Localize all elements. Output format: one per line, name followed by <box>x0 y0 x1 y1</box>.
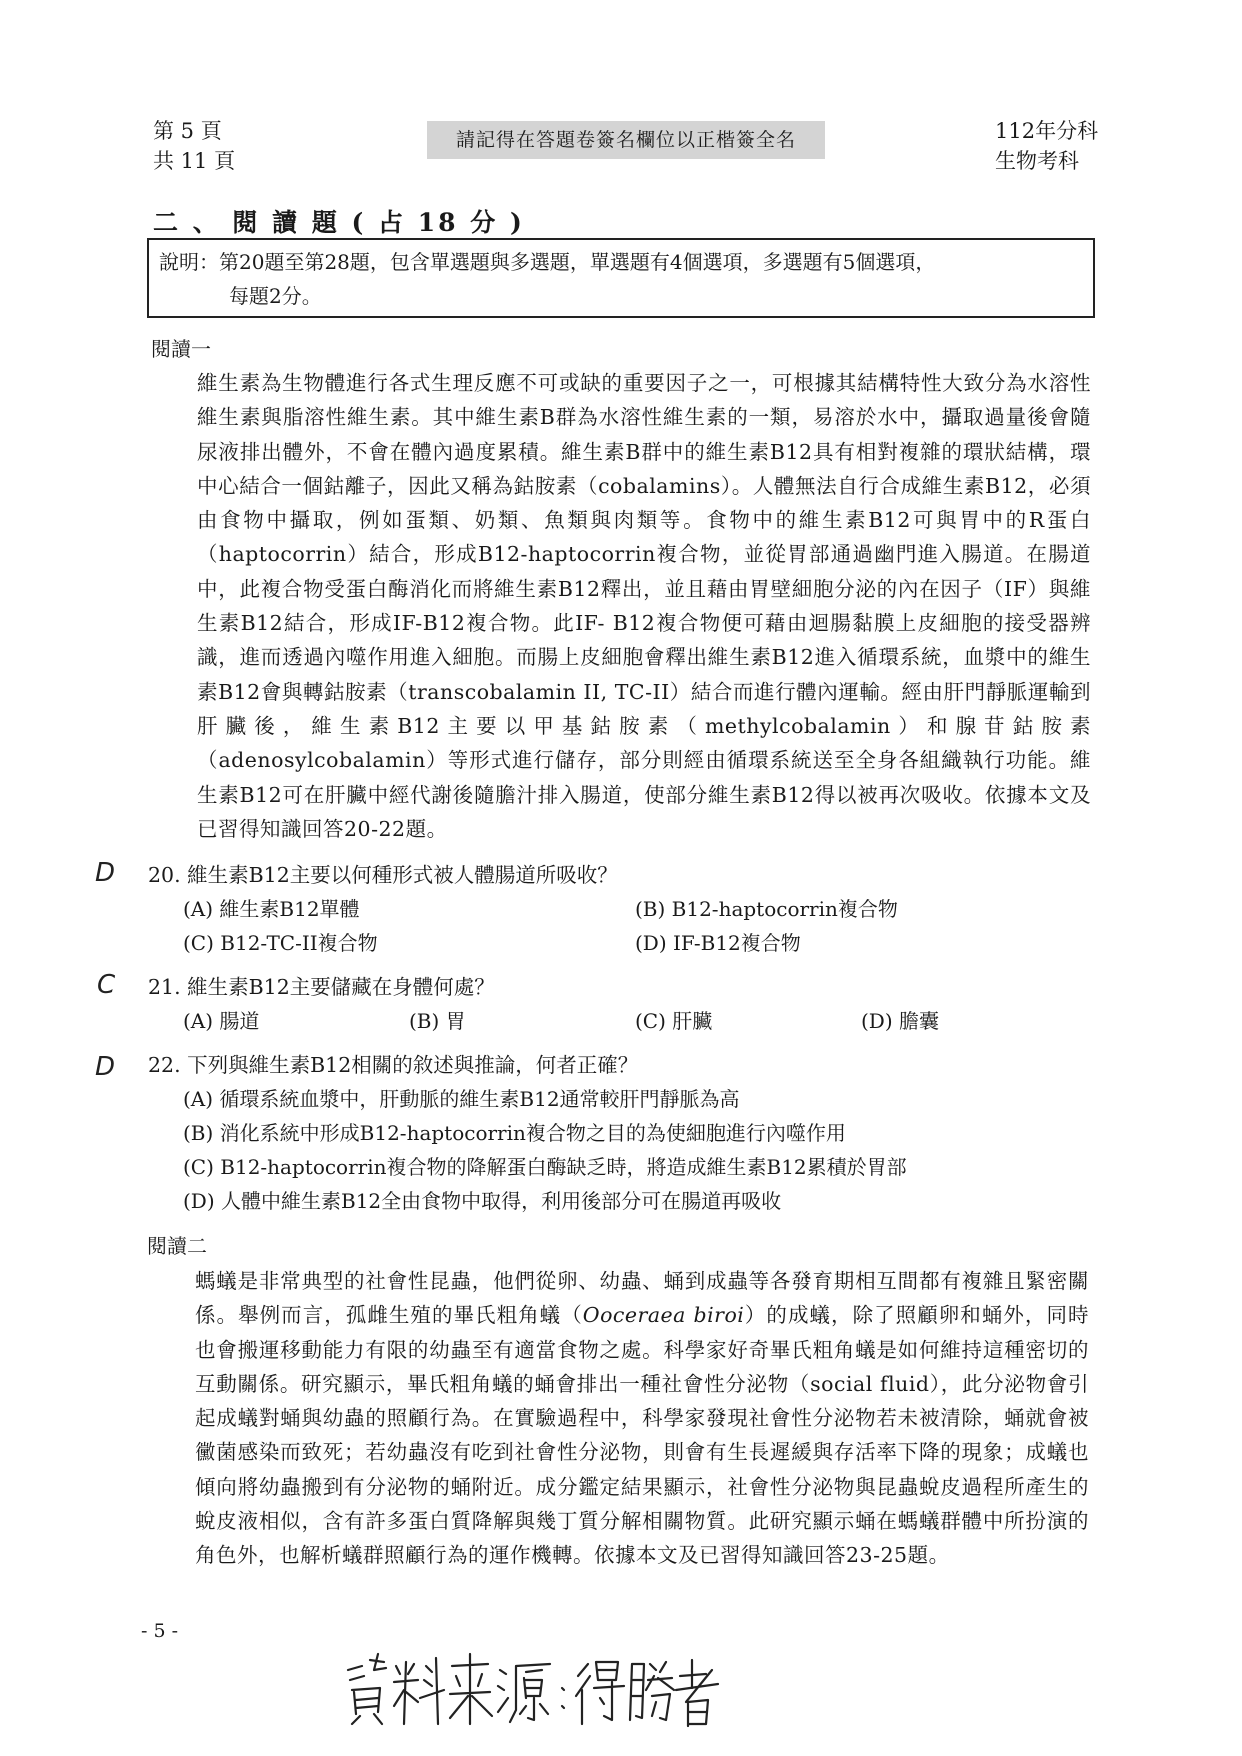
q22-option-d: (D) 人體中維生素B12全由食物中取得，利用後部分可在腸道再吸收 <box>183 1189 782 1213</box>
instructions-box <box>147 238 1095 318</box>
total-pages-line: 共 11 頁 <box>153 149 236 173</box>
page-footer-number: - 5 - <box>141 1620 179 1642</box>
reading-1-text: 維生素為生物體進行各式生理反應不可或缺的重要因子之一，可根據其結構特性大致分為水溶性維生素與脂溶性維生素。其中維生素B群為水溶性維生素的一類，易溶於水中，攝取過量後會隨尿液排出體外，不會在體內過度累積。維生素B群中的維生素B12具有相對複雜的環狀結構，環中心結合一個鈷離子，因此又稱為鈷胺素（cobalamins）。人體無法自行合成維生素B12，必須由食物中攝取，例如蛋類、奶類、魚類與肉類等。食物中的維生素B12可與胃中的R蛋白（haptocorrin）結合，形成B12-haptocorrin複合物，並從胃部通過幽門進入腸道。在腸道中，此複合物受蛋白酶消化而將維生素B12釋出，並且藉由胃壁細胞分泌的內在因子（IF）與維生素B12結合，形成IF-B12複合物。此IF- B12複合物便可藉由迴腸黏膜上皮細胞的接受器辨識，進而透過內噬作用進入細胞。而腸上皮細胞會釋出維生素B12進入循環系統，血漿中的維生素B12會與轉鈷胺素（transcobalamin II, TC-II）結合而進行體內運輸。經由肝門靜脈運輸到肝臟後，維生素B12主要以甲基鈷胺素（methylcobalamin）和腺苷鈷胺素（adenosylcobalamin）等形式進行儲存，部分則經由循環系統送至全身各組織執行功能。維生素B12可在肝臟中經代謝後隨膽汁排入腸道，使部分維生素B12得以被再次吸收。依據本文及已習得知識回答20-22題。 <box>197 371 1091 841</box>
handwritten-answer-q21: C <box>97 970 116 1000</box>
exam-year-line: 112年分科 <box>995 119 1099 143</box>
q20-option-d: (D) IF-B12複合物 <box>635 931 801 955</box>
question-22-stem: 22. 下列與維生素B12相關的敘述與推論，何者正確？ <box>148 1053 639 1077</box>
handwritten-answer-q20: D <box>95 858 116 888</box>
q20-option-b: (B) B12-haptocorrin複合物 <box>635 897 898 921</box>
q21-option-d: (D) 膽囊 <box>861 1009 939 1033</box>
q22-option-b: (B) 消化系統中形成B12-haptocorrin複合物之目的為使細胞進行內噬作用 <box>183 1121 846 1145</box>
handwritten-source-signature <box>340 1640 720 1730</box>
reading-2-label: 閱讀二 <box>147 1234 207 1258</box>
reading-1-label: 閱讀一 <box>151 337 211 361</box>
instructions-line-2: 每題2分。 <box>229 284 322 308</box>
species-name: Ooceraea biroi <box>582 1303 745 1328</box>
q21-option-c: (C) 肝臟 <box>635 1009 713 1033</box>
handwritten-answer-q22: D <box>95 1052 116 1082</box>
question-21-stem: 21. 維生素B12主要儲藏在身體何處？ <box>148 975 495 999</box>
q20-option-c: (C) B12-TC-II複合物 <box>183 931 378 955</box>
q22-option-c: (C) B12-haptocorrin複合物的降解蛋白酶缺乏時，將造成維生素B12累積於胃部 <box>183 1155 907 1179</box>
reading-2-text <box>149 1264 1089 1573</box>
q21-option-a: (A) 腸道 <box>183 1009 260 1033</box>
signature-notice: 請記得在答題卷簽名欄位以正楷簽全名 <box>427 121 825 159</box>
page-number-line: 第 5 頁 <box>153 119 222 143</box>
q20-option-a: (A) 維生素B12單體 <box>183 897 360 921</box>
reading-1-passage <box>151 366 1091 846</box>
section-title: 二 、 閱 讀 題 ( 占 18 分 ) <box>153 208 525 237</box>
q22-option-a: (A) 循環系統血漿中，肝動脈的維生素B12通常較肝門靜脈為高 <box>183 1087 740 1111</box>
exam-subject-line: 生物考科 <box>995 149 1079 173</box>
reading-2-text-after: ）的成蟻，除了照顧卵和蛹外，同時也會搬運移動能力有限的幼蟲至有適當食物之處。科學家好奇畢氏粗角蟻是如何維持這種密切的互動關係。研究顯示，畢氏粗角蟻的蛹會排出一種社會性分泌物（social fluid），此分泌物會引起成蟻對蛹與幼蟲的照顧行為。在實驗過程中，科學家發現社會性分泌物若未被清除，蛹就會被黴菌感染而致死；若幼蟲沒有吃到社會性分泌物，則會有生長遲緩與存活率下降的現象；成蟻也傾向將幼蟲搬到有分泌物的蛹附近。成分鑑定結果顯示，社會性分泌物與昆蟲蛻皮過程所產生的蛻皮液相似，含有許多蛋白質降解與幾丁質分解相關物質。此研究顯示蛹在螞蟻群體中所扮演的角色外，也解析蟻群照顧行為的運作機轉。依據本文及已習得知識回答23-25題。 <box>195 1303 1090 1568</box>
question-20-stem: 20. 維生素B12主要以何種形式被人體腸道所吸收？ <box>148 863 618 887</box>
instructions-line-1: 說明：第20題至第28題，包含單選題與多選題，單選題有4個選項，多選題有5個選項， <box>159 250 936 274</box>
q21-option-b: (B) 胃 <box>409 1009 466 1033</box>
reading-2-passage <box>149 1264 1089 1573</box>
reading-2-text-before: 螞蟻是非常典型的社會性昆蟲，他們從卵、幼蟲、蛹到成蟲等各發育期相互間都有複雜且緊密關係。舉例而言，孤雌生殖的畢氏粗角蟻（ <box>195 1269 1089 1328</box>
